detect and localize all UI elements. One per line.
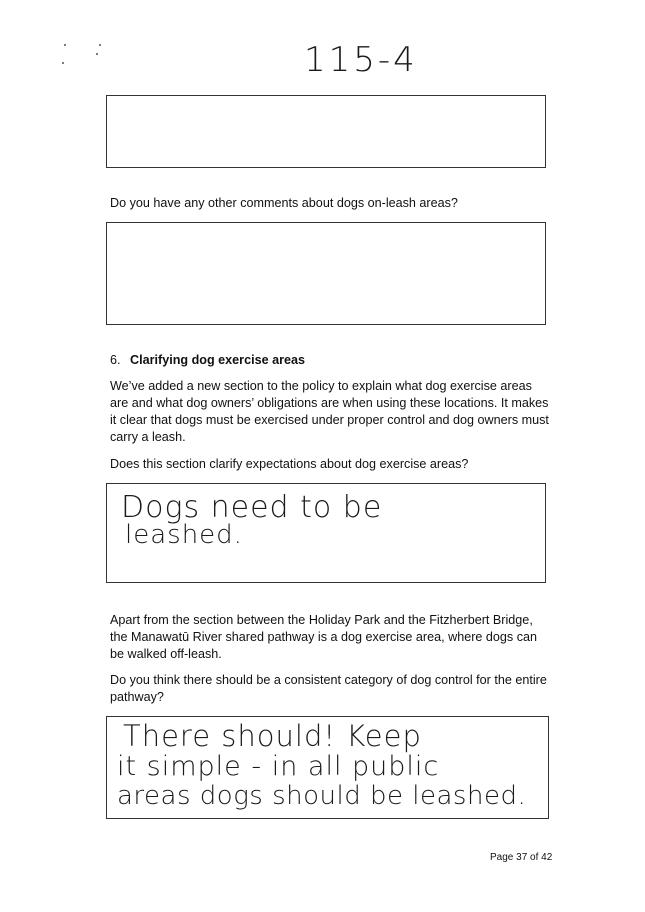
section-title: Clarifying dog exercise areas <box>130 353 306 367</box>
page-number: Page 37 of 42 <box>490 852 553 863</box>
clarify-answer-line-1: Dogs need to be <box>121 490 383 525</box>
scan-speck <box>96 53 98 55</box>
scan-speck <box>64 44 66 46</box>
previous-answer-box[interactable] <box>106 95 546 168</box>
scan-speck <box>62 62 64 64</box>
section-intro: We’ve added a new section to the policy to explain what dog exercise areas are and what dog owners’ obligations are when using these locations. It makes it clear that dogs must be exercised under proper control and dog owners must carry a leash. <box>110 379 549 444</box>
section-number: 6. <box>110 353 121 367</box>
pathway-answer-box[interactable] <box>106 716 549 819</box>
pathway-answer-line-1: There should! Keep <box>123 719 422 753</box>
clarify-answer-line-2: leashed. <box>125 520 243 550</box>
clarify-answer-box[interactable] <box>106 483 546 583</box>
scan-speck <box>99 44 101 46</box>
onleash-comments-answer-box[interactable] <box>106 222 546 325</box>
section-heading <box>110 352 305 369</box>
pathway-question: Do you think there should be a consistent category of dog control for the entire pathway? <box>110 673 547 704</box>
onleash-comments-question: Do you have any other comments about dogs on-leash areas? <box>110 196 458 210</box>
clarify-question: Does this section clarify expectations about dog exercise areas? <box>110 457 469 471</box>
pathway-text: Apart from the section between the Holiday Park and the Fitzherbert Bridge, the Manawatū River shared pathway is a dog exercise area, where dogs can be walked off-leash. <box>110 613 538 661</box>
handwritten-reference: 115-4 <box>304 40 418 80</box>
pathway-answer-line-3: areas dogs should be leashed. <box>117 781 527 811</box>
pathway-answer-line-2: it simple - in all public <box>117 751 440 782</box>
